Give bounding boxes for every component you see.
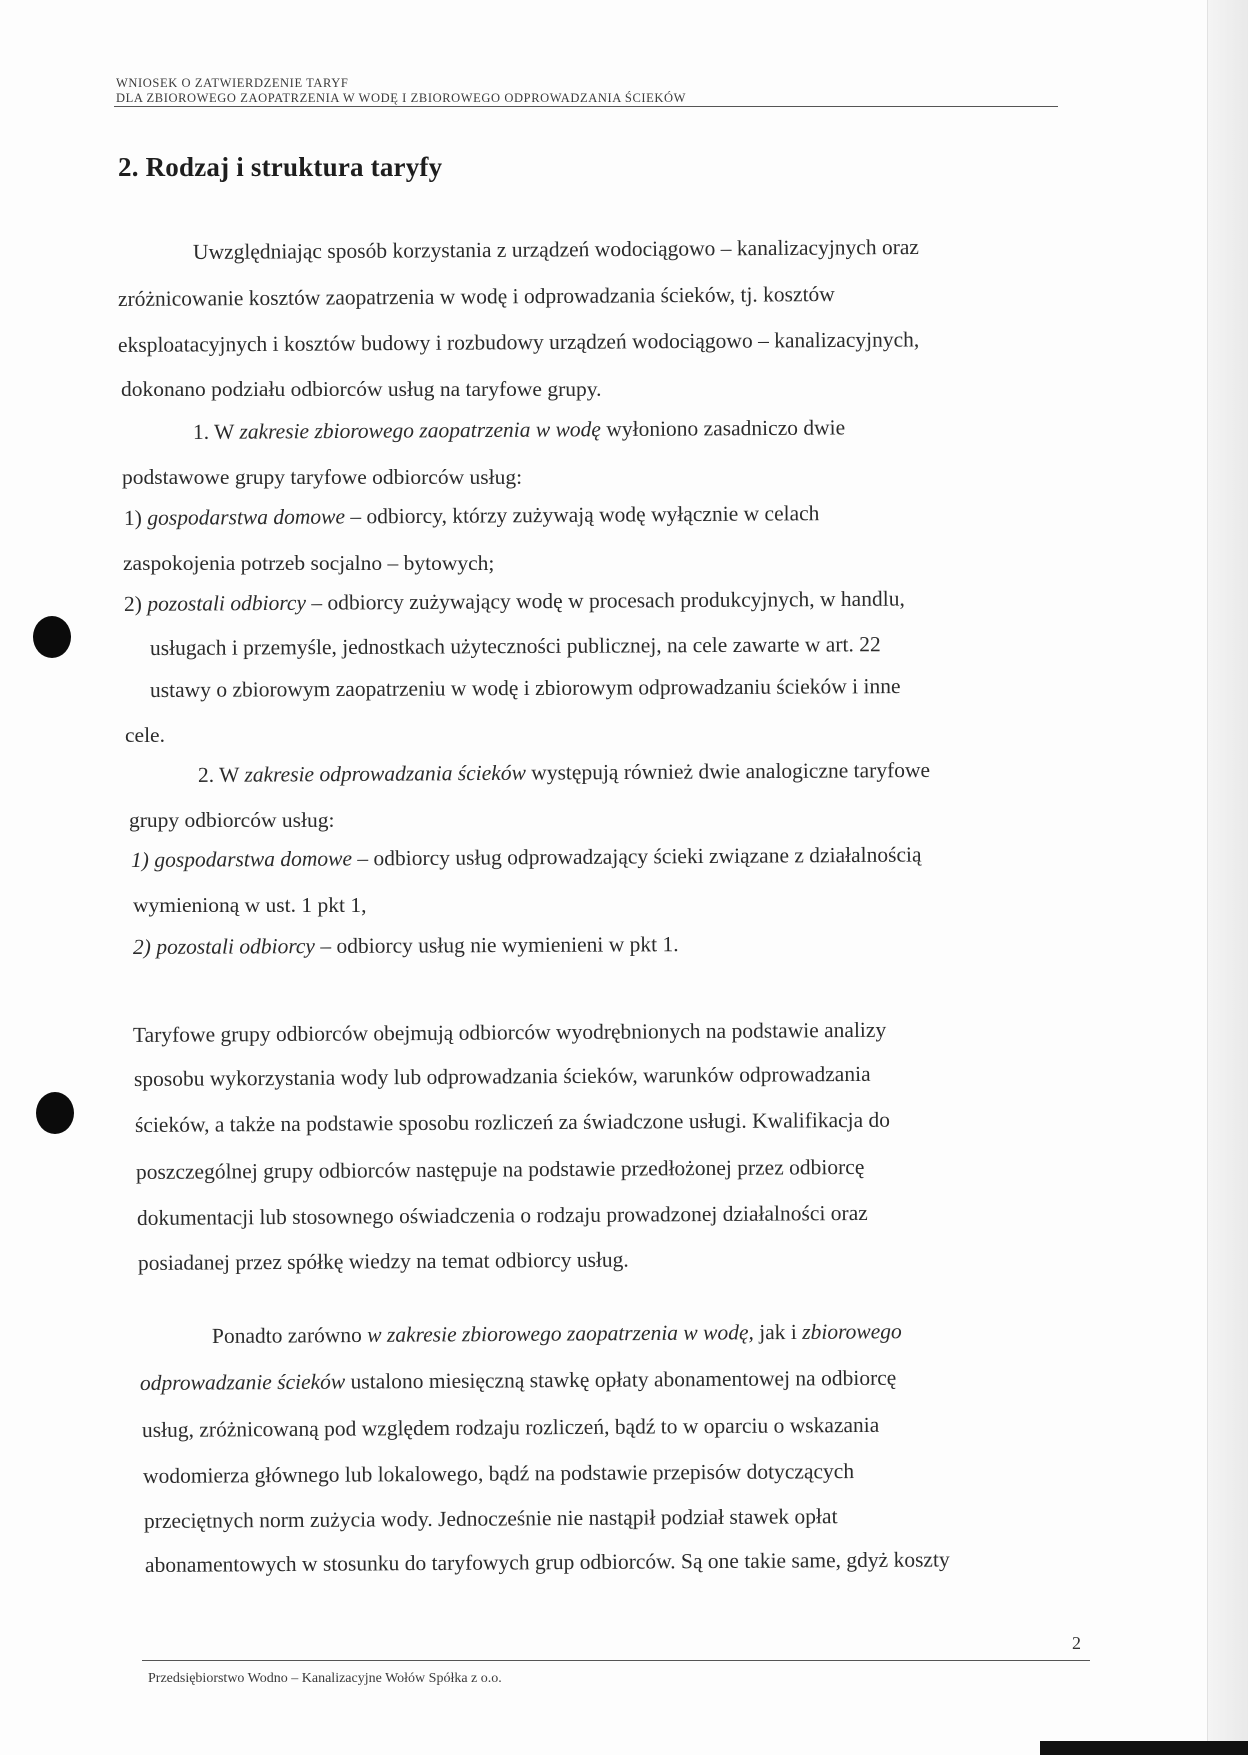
running-header (116, 76, 1058, 106)
paragraph-line: usług, zróżnicowaną pod względem rodzaju rozliczeń, bądź to w oparciu o wskazania (141, 1412, 880, 1442)
footer-rule (142, 1660, 1090, 1661)
paragraph-line: zaspokojenia potrzeb socjalno – bytowych; (123, 551, 495, 575)
section-heading: 2. Rodzaj i struktura taryfy (118, 152, 443, 182)
list-item: 2) pozostali odbiorcy – odbiorcy usług nie wymienieni w pkt 1. (132, 932, 679, 959)
paragraph-line: podstawowe grupy taryfowe odbiorców usług: (122, 465, 523, 489)
paragraph-line: grupy odbiorców usług: (129, 808, 335, 832)
scan-dark-strip (1040, 1741, 1248, 1755)
header-rule (114, 106, 1058, 107)
scan-page-edge (1207, 0, 1248, 1755)
paragraph-line: przeciętnych norm zużycia wody. Jednocześnie nie nastąpił podział stawek opłat (143, 1504, 838, 1533)
paragraph-line: eksploatacyjnych i kosztów budowy i rozbudowy urządzeń wodociągowo – kanalizacyjnych, (117, 327, 920, 357)
paragraph-line: abonamentowych w stosunku do taryfowych grup odbiorców. Są one takie same, gdyż koszty (144, 1547, 950, 1577)
paragraph-line: Taryfowe grupy odbiorców obejmują odbiorców wyodrębnionych na podstawie analizy (132, 1017, 887, 1047)
paragraph-line: ścieków, a także na podstawie sposobu rozliczeń za świadczone usługi. Kwalifikacja do (134, 1107, 891, 1137)
paragraph-line: wymienioną w ust. 1 pkt 1, (133, 893, 367, 917)
list-section-2: 2. W zakresie odprowadzania ścieków występują również dwie analogiczne taryfowe (197, 757, 931, 787)
punch-hole (36, 1092, 74, 1134)
paragraph-line: ustawy o zbiorowym zaopatrzeniu w wodę i zbiorowym odprowadzaniu ścieków i inne (149, 674, 901, 702)
paragraph-line: posiadanej przez spółkę wiedzy na temat odbiorcy usług. (137, 1247, 629, 1275)
paragraph-line: wodomierza głównego lub lokalowego, bądź na podstawie przepisów dotyczących (142, 1459, 855, 1488)
paragraph-line: sposobu wykorzystania wody lub odprowadzania ścieków, warunków odprowadzania (133, 1061, 871, 1091)
page-number: 2 (1072, 1633, 1081, 1653)
footer-company: Przedsiębiorstwo Wodno – Kanalizacyjne Wołów Spółka z o.o. (148, 1671, 502, 1686)
paragraph-line: poszczególnej grupy odbiorców następuje na podstawie przedłożonej przez odbiorcę (135, 1154, 865, 1184)
list-section-1: 1. W zakresie zbiorowego zaopatrzenia w wodę wyłoniono zasadniczo dwie (192, 415, 846, 444)
paragraph-line: cele. (125, 723, 165, 747)
list-item: 1) gospodarstwa domowe – odbiorcy, którzy zużywają wodę wyłącznie w celach (123, 501, 820, 530)
header-line-2: DLA ZBIOROWEGO ZAOPATRZENIA W WODĘ I ZBIOROWEGO ODPROWADZANIA ŚCIEKÓW (116, 91, 687, 105)
list-item: 1) gospodarstwa domowe – odbiorcy usług odprowadzający ścieki związane z działalnością (130, 842, 922, 872)
paragraph-line: Ponadto zarówno w zakresie zbiorowego zaopatrzenia w wodę, jak i zbiorowego (211, 1319, 902, 1348)
punch-hole (33, 616, 71, 658)
header-line-1: WNIOSEK O ZATWIERDZENIE TARYF (116, 76, 349, 90)
paragraph-line: odprowadzanie ścieków ustalono miesięczną stawkę opłaty abonamentowej na odbiorcę (139, 1365, 897, 1395)
paragraph-line: dokonano podziału odbiorców usług na taryfowe grupy. (121, 377, 602, 401)
paragraph-line: Uwzględniając sposób korzystania z urządzeń wodociągowo – kanalizacyjnych oraz (192, 234, 920, 264)
paragraph-line: zróżnicowanie kosztów zaopatrzenia w wodę i odprowadzania ścieków, tj. kosztów (117, 281, 835, 311)
paragraph-line: usługach i przemyśle, jednostkach użyteczności publicznej, na cele zawarte w art. 22 (149, 632, 881, 660)
paragraph-line: dokumentacji lub stosownego oświadczenia o rodzaju prowadzonej działalności oraz (136, 1200, 868, 1230)
list-item: 2) pozostali odbiorcy – odbiorcy zużywający wodę w procesach produkcyjnych, w handlu, (123, 586, 905, 616)
